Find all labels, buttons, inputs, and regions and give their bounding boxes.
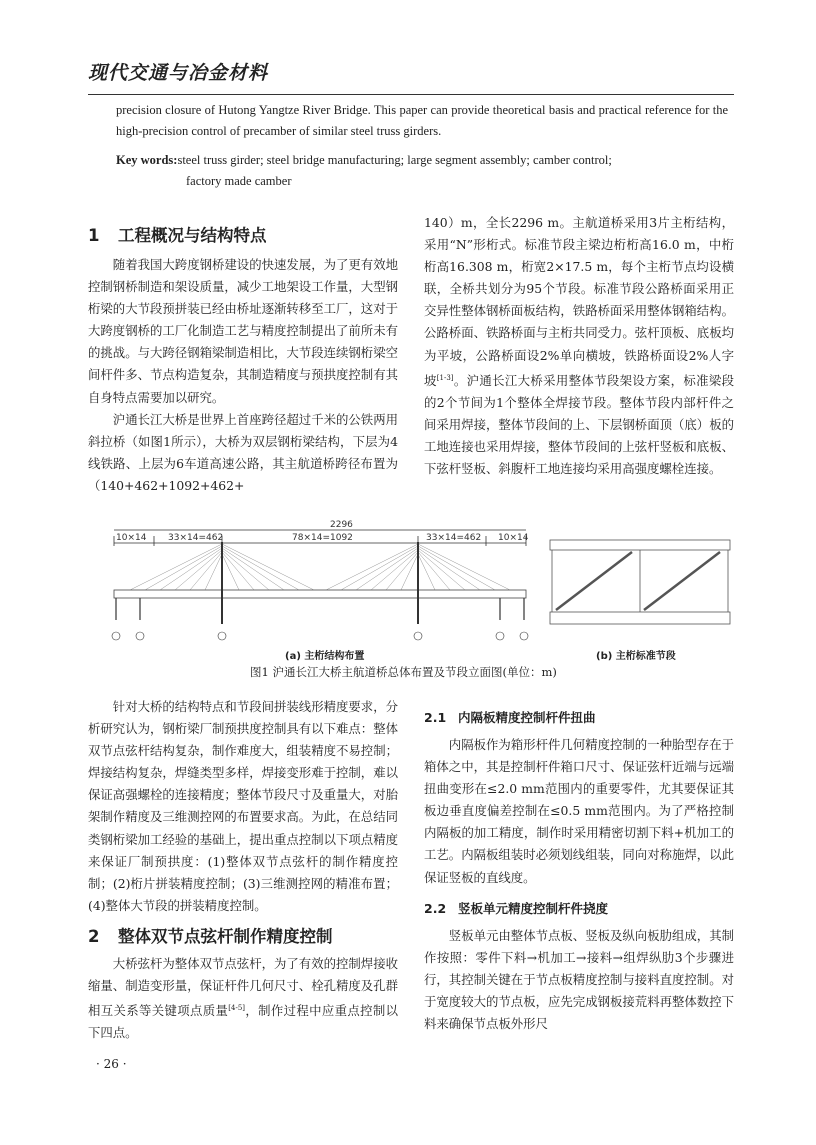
section22-heading — [424, 897, 734, 921]
section22-num: 2.2 — [424, 900, 447, 916]
ref-1-3: [1-3] — [436, 373, 454, 382]
fig-span-2: 33×14=462 — [168, 533, 224, 543]
figure-caption: 图1 沪通长江大桥主航道桥总体布置及节段立面图(单位：m) — [250, 665, 557, 679]
difficulty-paragraph: 针对大桥的结构特点和节段间拼装线形精度要求，分析研究认为，钢桁梁厂制预拱度控制具有以下难点：整体双节点弦杆结构复杂，制作难度大，组装精度不易控制；焊接结构复杂，焊缝类型多样，焊接变形难于控制，难以保证高强螺栓的连接精度；整体节段尺寸及重量大，对胎架制作精度及三维测控网的布置要求高。为此，在总结同类钢桁梁加工经验的基础上，提出重点控制以下项点精度来保证厂制预拱度：(1)整体双节点弦杆的制作精度控制；(2)桁片拼装精度控制；(3)三维测控网的精准布置；(4)整体大节段的拼装精度控制。 — [88, 699, 398, 913]
ref-4-5: [4-5] — [228, 1004, 245, 1013]
left-column-top — [88, 224, 398, 497]
fig-span-4: 33×14=462 — [426, 533, 482, 543]
abstract-tail: precision closure of Hutong Yangtze River Bridge. This paper can provide theoretical basis and practical reference for the high-precision control of precamber of similar steel truss girders. — [116, 103, 728, 138]
section22-title: 竖板单元精度控制杆件挠度 — [458, 900, 609, 916]
section21-heading — [424, 706, 734, 730]
fig-sub-b: (b) 主桁标准节段 — [596, 651, 676, 662]
section21-num: 2.1 — [424, 710, 447, 725]
section2-p1a: 大桥弦杆为整体双节点弦杆，为了有效的控制焊接收缩量、制造变形量，保证杆件几何尺寸、栓孔精度及孔群相互关系等关键项点质量 — [88, 955, 398, 1019]
fig-sub-a: (a) 主桁结构布置 — [285, 651, 365, 662]
section1-num: 1 — [88, 226, 100, 245]
piers — [116, 598, 524, 620]
keywords-label: Key words: — [116, 153, 178, 167]
section1-p1: 随着我国大跨度钢桥建设的快速发展，为了更有效地控制钢桥制造和架设质量，减少工地架设工作量，大型钢桁梁的大节段预拼装已经由桥址逐渐转移至工厂，这对于大跨度钢桥的工厂化制造工艺与精度控制提出了前所未有的挑战。与大跨径钢箱梁制造相比，大节段连续钢桁梁空间杆件多、节点构造复杂，其制造精度与预拱度控制有其自身特点需要加以研究。 — [88, 257, 398, 405]
keywords-line2: factory made camber — [186, 174, 292, 188]
left-column-bottom — [88, 696, 398, 1044]
section1-p3 — [424, 212, 734, 480]
section1-title: 工程概况与结构特点 — [118, 226, 267, 245]
section2-p1 — [88, 953, 398, 1045]
right-column-top — [424, 212, 734, 480]
section2-heading — [88, 925, 398, 949]
figure-1 — [100, 512, 740, 682]
keywords-line1: steel truss girder; steel bridge manufacturing; large segment assembly; camber control; — [177, 153, 612, 167]
fig-total-length: 2296 — [330, 520, 353, 530]
page-number: · 26 · — [96, 1057, 127, 1071]
section21-p: 内隔板作为箱形杆件几何精度控制的一种胎型存在于箱体之中，其是控制杆件箱口尺寸、保证弦杆近端与远端扭曲变形在≤2.0 mm范围内的重要零件，尤其要保证其板边垂直度偏差控制在≤0.5 mm范围内。为了严格控制内隔板的加工精度，制作时采用精密切割下料+机加工的工艺。内隔板组装时必须划线组装，同向对称施焊，以此保证竖板的直线度。 — [424, 737, 734, 885]
segment-detail — [550, 540, 730, 624]
keywords — [116, 150, 736, 192]
section21-title: 内隔板精度控制杆件扭曲 — [458, 710, 596, 725]
section2-title: 整体双节点弦杆制作精度控制 — [118, 926, 333, 946]
fig-span-1: 10×14 — [116, 533, 147, 543]
section22-p: 竖板单元由整体节点板、竖板及纵向板肋组成，其制作按照：零件下料→机加工→接料→组焊纵肋3个步骤进行，其控制关键在于节点板精度控制与接料直度控制。对于宽度较大的节点板，应先完成钢板接荒料再整体数控下料来确保节点板外形尺 — [424, 927, 734, 1032]
journal-title: 现代交通与冶金材料 — [88, 62, 269, 84]
fig-span-3: 78×14=1092 — [292, 533, 353, 543]
section1-p3a: 140）m，全长2296 m。主航道桥采用3片主桁结构，采用“N”形桁式。标准节段主梁边桁桁高16.0 m，中桁桁高16.308 m，桁宽2×17.5 m，每个主桁节点均设横联，全桥共划分为95个节段。标准节段公路桥面采用正交异性整体钢桥面板结构，铁路桥面采用整体钢箱结构。公路桥面、铁路桥面与主桁共同受力。弦杆顶板、底板均为平坡，公路桥面设2%单向横坡，铁路桥面设2%人字坡 — [424, 215, 734, 388]
section1-heading — [88, 224, 398, 248]
header-rule — [88, 94, 734, 95]
fig-span-5: 10×14 — [498, 533, 529, 543]
section1-p2: 沪通长江大桥是世界上首座跨径超过千米的公铁两用斜拉桥（如图1所示），大桥为双层钢桁梁结构，下层为4线铁路、上层为6车道高速公路，其主航道桥跨径布置为（140+462+1092+462+ — [88, 411, 398, 493]
right-column-bottom — [424, 706, 734, 1035]
section1-p3b: 。沪通长江大桥采用整体节段架设方案，标准梁段的2个节间为1个整体全焊接节段。整体节段内部杆件之间采用焊接，整体节段间的上、下层钢桥面顶（底）板的工地连接也采用焊接，整体节段间的上弦杆竖板和底板、下弦杆竖板、斜腹杆工地连接均采用高强度螺栓连接。 — [424, 372, 735, 477]
section2-p1b: ，制作过程中应重点控制以下四点。 — [88, 1003, 399, 1041]
section2-num: 2 — [88, 926, 100, 946]
bridge-deck — [114, 590, 526, 598]
